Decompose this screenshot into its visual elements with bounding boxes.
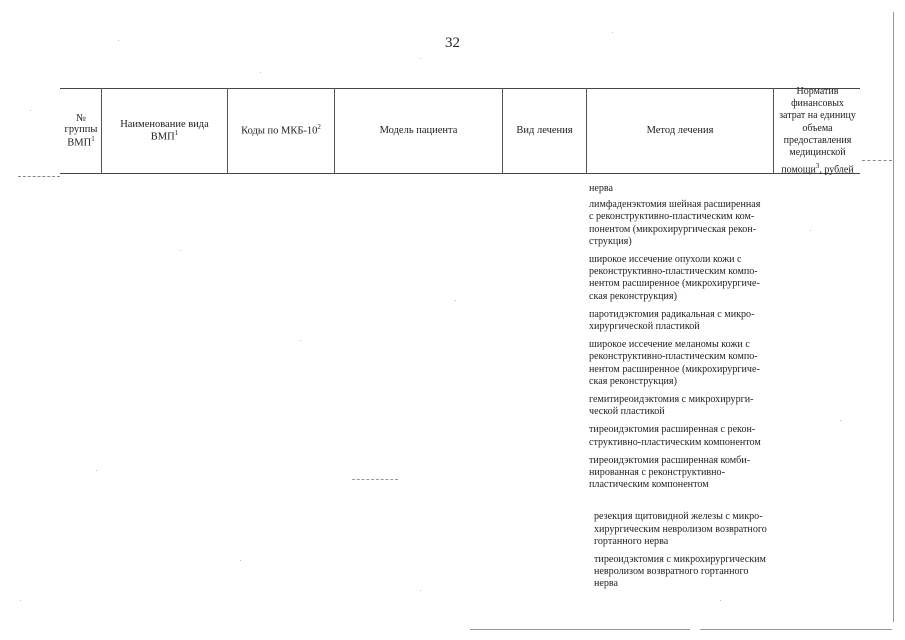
scan-noise xyxy=(118,40,119,41)
scan-noise xyxy=(420,58,421,59)
scan-page-edge xyxy=(893,12,894,622)
header-treatment-type: Вид лечения xyxy=(516,125,573,137)
page-number: 32 xyxy=(445,35,460,51)
header-vmp-name: Наименование вида ВМП$^1$ xyxy=(120,118,209,143)
header-patient-model: Модель пациента xyxy=(379,125,458,137)
header-cost-norm: Норматив финансовых затрат на единицу объема предоставления медицинской помощи$^3$, рублей xyxy=(779,85,856,175)
scan-noise xyxy=(260,72,261,73)
scan-noise xyxy=(840,420,841,421)
header-group-number: № группы ВМП$^1$ xyxy=(64,112,98,149)
column-divider xyxy=(101,88,102,174)
column-divider xyxy=(773,88,774,174)
method-item: нерва xyxy=(589,183,614,194)
header-mkb-codes: Коды по МКБ-$10^2$ xyxy=(241,123,321,137)
method-item: гемитиреоидэктомия с микрохирурги- ческой пластикой xyxy=(589,394,754,418)
column-divider xyxy=(227,88,228,174)
scan-edge-mark xyxy=(862,160,892,161)
method-item: тиреоидэктомия с микрохирургическим невролизом возвратного гортанного нерва xyxy=(594,554,766,590)
method-item: тиреоидэктомия расширенная с рекон- структивно-пластическим компонентом xyxy=(589,424,761,448)
column-divider xyxy=(502,88,503,174)
scan-noise xyxy=(612,32,613,33)
treatment-method-list xyxy=(589,183,785,597)
scan-noise xyxy=(30,110,31,111)
method-item: широкое иссечение меланомы кожи с реконструктивно-пластическим компо- нентом расширенное (микрохирургиче- ская реконструкция) xyxy=(589,339,760,387)
method-item: широкое иссечение опухоли кожи с реконструктивно-пластическим компо- нентом расширенное (микрохирургиче- ская реконструкция) xyxy=(589,254,760,302)
scan-noise xyxy=(810,230,811,231)
scan-smudge xyxy=(352,479,398,480)
scan-noise xyxy=(180,250,181,251)
column-divider xyxy=(586,88,587,174)
scan-noise xyxy=(455,300,456,301)
method-item: тиреоидэктомия расширенная комби- нированная с реконструктивно- пластическим компонентом xyxy=(589,454,751,491)
scan-noise xyxy=(420,590,421,591)
header-treatment-method: Метод лечения xyxy=(646,125,714,137)
scan-noise xyxy=(96,470,97,471)
scan-page-edge xyxy=(700,629,892,630)
scan-noise xyxy=(720,600,721,601)
column-divider xyxy=(334,88,335,174)
scan-noise xyxy=(240,560,241,561)
scan-noise xyxy=(300,340,301,341)
method-item: паротидэктомия радикальная с микро- хирургической пластикой xyxy=(589,308,755,333)
method-item: лимфаденэктомия шейная расширенная с реконструктивно-пластическим ком- понентом (микрохирургическая рекон- струкция) xyxy=(589,199,761,247)
method-item: резекция щитовидной железы с микро- хирургическим невролизом возвратного гортанного нерва xyxy=(594,511,767,547)
scan-page-edge xyxy=(470,629,690,630)
scan-noise xyxy=(20,600,21,601)
scan-edge-mark xyxy=(18,176,60,177)
